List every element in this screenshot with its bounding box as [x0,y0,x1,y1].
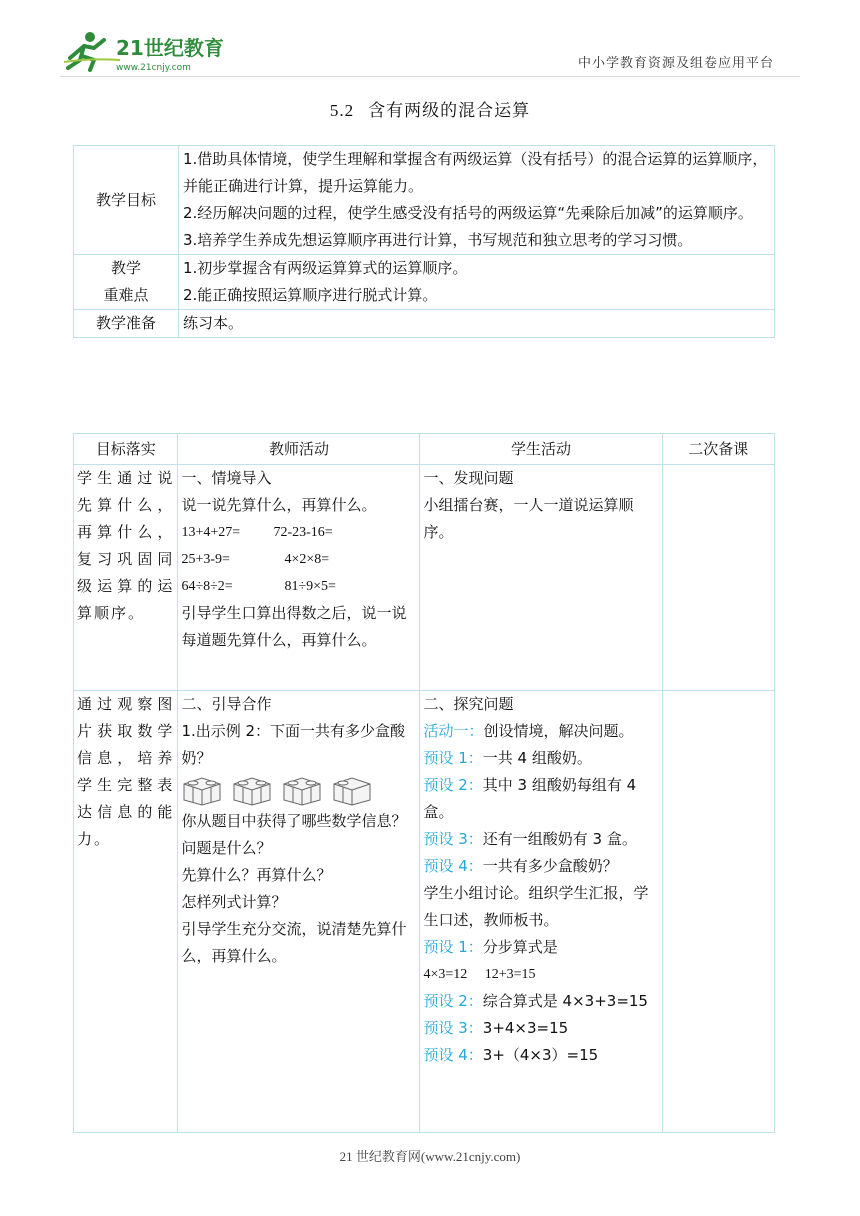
label-line: 教学 [110,259,141,277]
svg-text:21世纪教育: 21世纪教育 [116,36,224,60]
item-text: 3+（4×3）=15 [482,1046,599,1064]
student-item [423,718,658,745]
page-footer: 21 世纪教育网(www.21cnjy.com) [339,1149,521,1164]
equation: 25+3-9= [181,552,230,567]
question-text: 怎样列式计算？ [181,893,287,911]
item-text: 其中 3 组酸奶每组有 4 盒。 [423,776,637,821]
item-tag: 预设 2： [423,992,483,1010]
title-text: 含有两级的混合运算 [368,101,531,121]
student-cell [420,465,662,691]
item-tag: 预设 2： [423,776,483,794]
revision-cell [662,691,775,1133]
equation: 72-23-16= [273,525,333,540]
table-row [74,255,775,310]
title-number: 5.2 [329,101,355,120]
item-text: 学生小组讨论。组织学生汇报，学生口述，教师板书。 [423,884,649,929]
student-item [423,880,658,934]
student-text: 小组擂台赛，一人一道说运算顺序。 [423,496,634,541]
teacher-text: 引导学生口算出得数之后，说一说每道题先算什么，再算什么。 [181,604,407,649]
equation: 4×2×8= [284,552,330,567]
header-goal: 目标落实 [74,434,178,465]
item-text: 分步算式是 [482,938,558,956]
yogurt-pack-icon [281,774,323,806]
item-text: 创设情境，解决问题。 [483,722,634,740]
item-tag: 预设 1： [423,749,483,767]
teacher-cell [178,465,420,691]
teacher-cell [178,691,420,1133]
header-divider [60,76,800,77]
item-text: 一共有多少盒酸奶？ [482,857,618,875]
header-teacher: 教师活动 [178,434,420,465]
item-text: 4×3=12 12+3=15 [423,967,536,982]
goal-cell: 通过观察图片获取数学信息，培养学生完整表达信息的能力。 [74,691,178,1133]
key-point-line: 1.初步掌握含有两级运算算式的运算顺序。 [183,259,468,277]
item-text: 3+4×3=15 [482,1019,569,1037]
key-points-content [179,255,775,310]
section-heading: 一、情境导入 [181,469,272,487]
equation: 81÷9×5= [284,579,336,594]
student-item [423,772,658,826]
table-row [74,310,775,338]
revision-cell [662,465,775,691]
logo [60,28,240,76]
objective-line: 2.经历解决问题的过程，使学生感受没有括号的两级运算“先乘除后加减”的运算顺序。 [183,204,753,222]
student-item [423,745,658,772]
yogurt-pack-icon [331,774,373,806]
teacher-text: 说一说先算什么，再算什么。 [181,496,377,514]
key-points-label [74,255,179,310]
table-row [74,691,775,1133]
student-item [423,853,658,880]
table-row [74,465,775,691]
logo-runner-icon [60,28,240,76]
label-line: 重难点 [103,286,149,304]
equation: 64÷8÷2= [181,579,233,594]
objectives-table [73,145,775,338]
item-tag: 预设 4： [423,1046,483,1064]
table-row [74,146,775,255]
item-tag: 预设 3： [423,830,483,848]
question-text: 先算什么？再算什么？ [181,866,332,884]
header-revision: 二次备课 [662,434,775,465]
activity-table [73,433,775,1133]
section-heading: 二、探究问题 [423,695,514,713]
item-tag: 活动一： [423,722,484,740]
section-heading: 一、发现问题 [423,469,514,487]
item-tag: 预设 1： [423,938,483,956]
equation-row [181,546,416,573]
key-point-line: 2.能正确按照运算顺序进行脱式计算。 [183,286,438,304]
equation-row [181,573,416,600]
objective-line: 3.培养学生养成先想运算顺序再进行计算，书写规范和独立思考的学习习惯。 [183,231,693,249]
objectives-label: 教学目标 [74,146,179,255]
item-text: 一共 4 组酸奶。 [482,749,592,767]
student-item [423,961,658,988]
page-title [0,96,860,121]
item-tag: 预设 3： [423,1019,483,1037]
question-text: 你从题目中获得了哪些数学信息？ [181,812,407,830]
header-student: 学生活动 [420,434,662,465]
goal-cell: 学生通过说先算什么，再算什么，复习巩固同级运算的运算顺序。 [74,465,178,691]
student-item [423,1015,658,1042]
student-item [423,826,658,853]
student-cell [420,691,662,1133]
preparation-content: 练习本。 [179,310,775,338]
yogurt-pack-icon [181,774,223,806]
student-item [423,1042,658,1069]
item-text: 综合算式是 4×3+3=15 [482,992,648,1010]
yogurt-images [181,772,416,808]
svg-text:www.21cnjy.com: www.21cnjy.com [116,63,191,73]
yogurt-pack-icon [231,774,273,806]
equation: 13+4+27= [181,525,241,540]
item-text: 还有一组酸奶有 3 盒。 [482,830,637,848]
preparation-label: 教学准备 [74,310,179,338]
objective-line: 1.借助具体情境，使学生理解和掌握含有两级运算（没有括号）的混合运算的运算顺序，并能正确进行计算，提升运算能力。 [183,150,768,195]
student-item [423,934,658,961]
item-tag: 预设 4： [423,857,483,875]
table-header-row [74,434,775,465]
section-heading: 二、引导合作 [181,695,272,713]
student-item [423,988,658,1015]
objectives-content [179,146,775,255]
equation-row [181,519,416,546]
example-text: 1.出示例 2：下面一共有多少盒酸奶？ [181,722,406,767]
question-text: 问题是什么？ [181,839,272,857]
platform-name: 中小学教育资源及组卷应用平台 [577,56,774,71]
question-text: 引导学生充分交流，说清楚先算什么，再算什么。 [181,920,407,965]
